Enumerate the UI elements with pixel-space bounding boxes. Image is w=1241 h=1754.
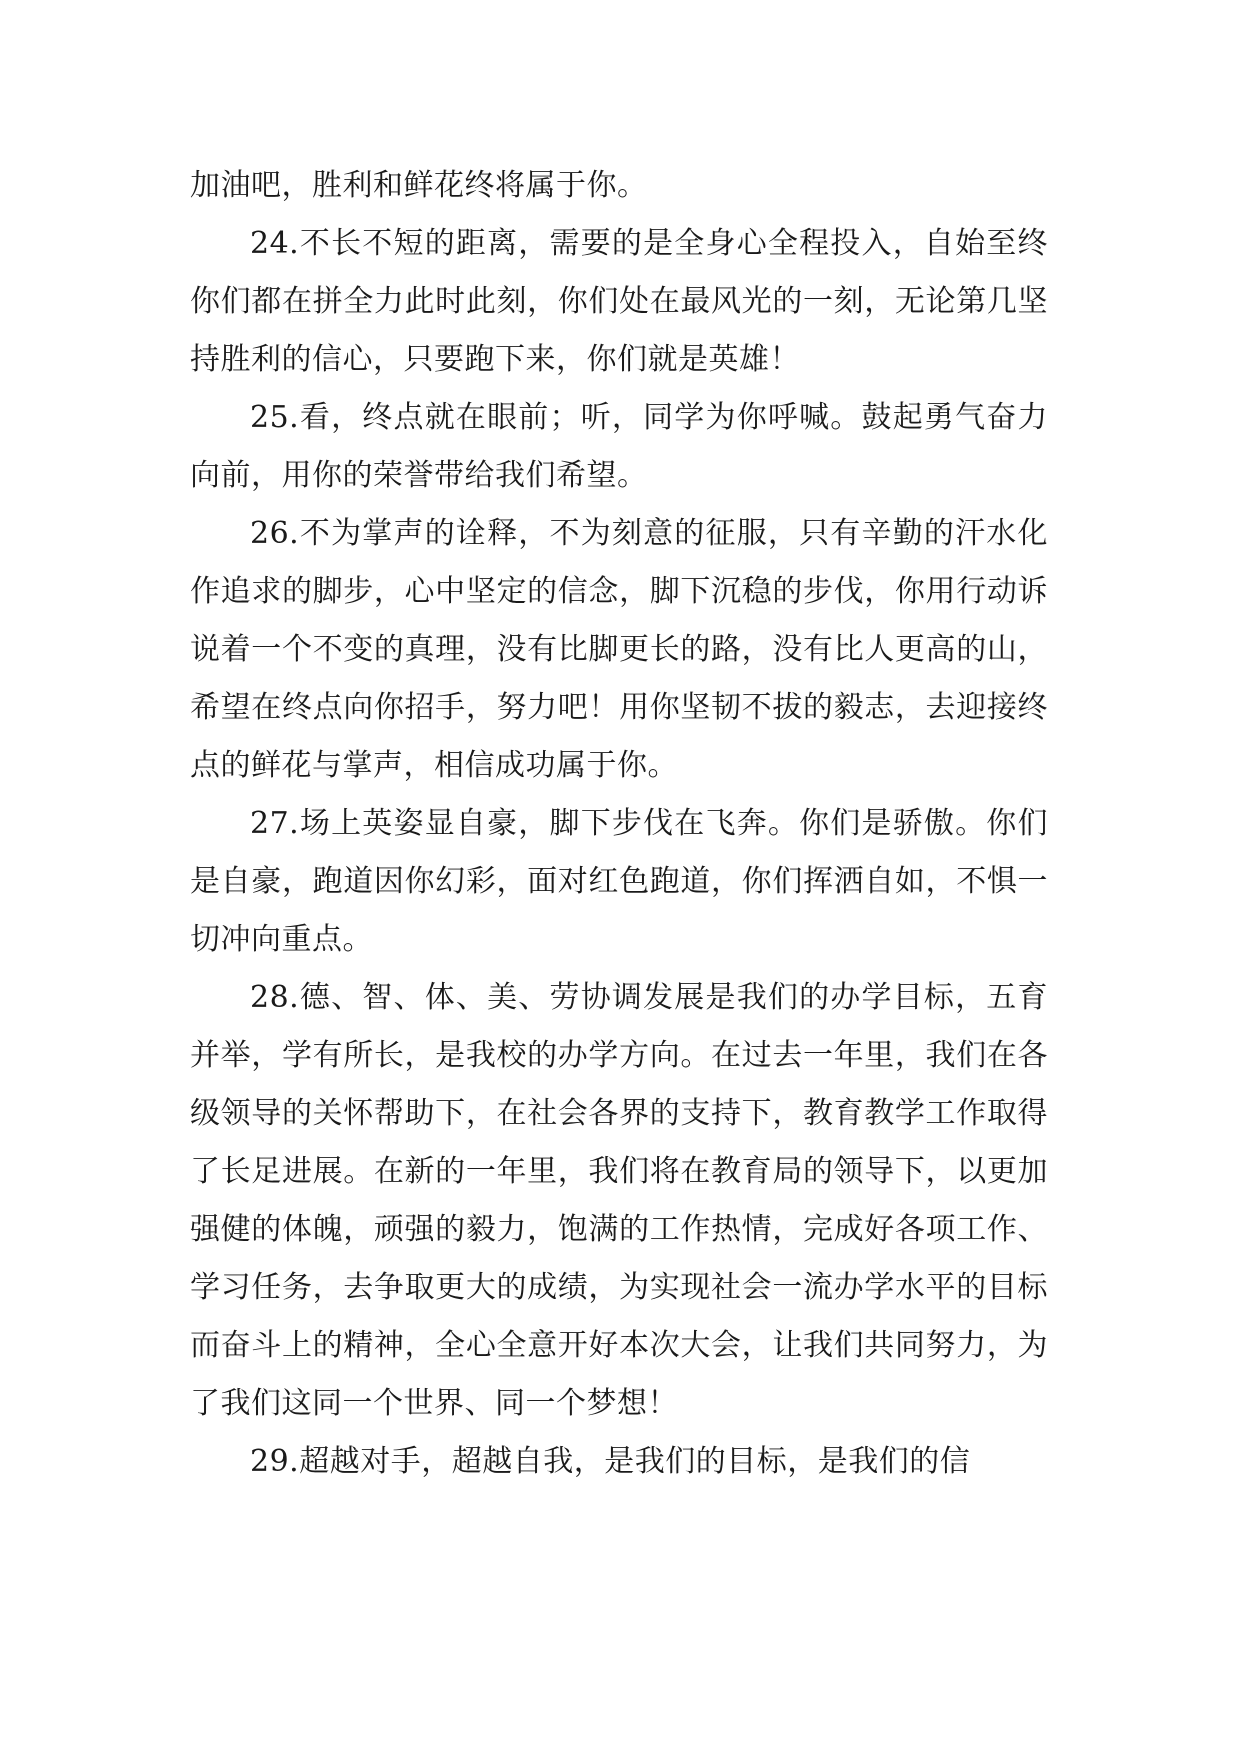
paragraph-28: 28.德、智、体、美、劳协调发展是我们的办学目标，五育并举，学有所长，是我校的办学方向。在过去一年里，我们在各级领导的关怀帮助下，在社会各界的支持下，教育教学工作取得了长足进展。在新的一年里，我们将在教育局的领导下，以更加强健的体魄，顽强的毅力，饱满的工作热情，完成好各项工作、学习任务，去争取更大的成绩，为实现社会一流办学水平的目标而奋斗上的精神，全心全意开好本次大会，让我们共同努力，为了我们这同一个世界、同一个梦想！ xyxy=(190,980,1048,1421)
paragraph-29: 29.超越对手，超越自我，是我们的目标，是我们的信 xyxy=(250,1444,971,1479)
paragraph-25: 25.看，终点就在眼前；听，同学为你呼喊。鼓起勇气奋力向前，用你的荣誉带给我们希望。 xyxy=(190,400,1048,493)
document-body xyxy=(190,157,1048,1491)
paragraph-24: 24.不长不短的距离，需要的是全身心全程投入，自始至终你们都在拼全力此时此刻，你们处在最风光的一刻，无论第几坚持胜利的信心，只要跑下来，你们就是英雄！ xyxy=(190,226,1048,377)
paragraph-continuation: 加油吧，胜利和鲜花终将属于你。 xyxy=(190,168,648,203)
paragraph-27: 27.场上英姿显自豪，脚下步伐在飞奔。你们是骄傲。你们是自豪，跑道因你幻彩，面对红色跑道，你们挥洒自如，不惧一切冲向重点。 xyxy=(190,806,1048,957)
paragraph-26: 26.不为掌声的诠释，不为刻意的征服，只有辛勤的汗水化作追求的脚步，心中坚定的信念，脚下沉稳的步伐，你用行动诉说着一个不变的真理，没有比脚更长的路，没有比人更高的山，希望在终点向你招手，努力吧！用你坚韧不拔的毅志，去迎接终点的鲜花与掌声，相信成功属于你。 xyxy=(190,516,1048,783)
